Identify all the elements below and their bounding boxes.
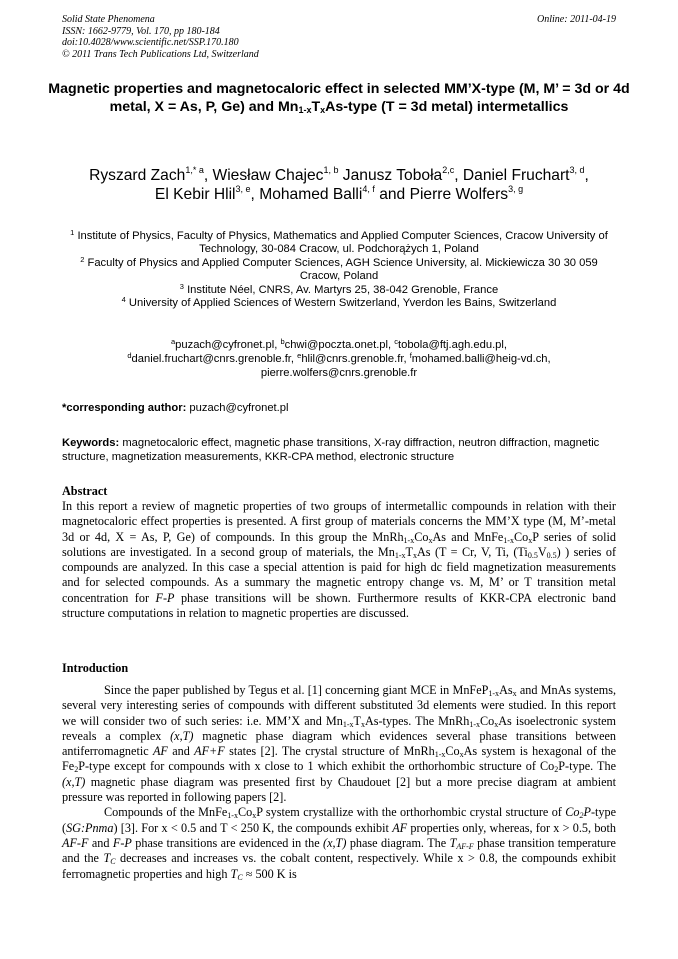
author: Pierre Wolfers [409, 186, 509, 203]
email-link[interactable]: tobola@ftj.agh.edu.pl, [397, 339, 507, 351]
affiliation: $^1$ Institute of Physics, Faculty of Physics, Mathematics and Applied Computer Sciences, Cracow University of Technology, 30-084 Cracow, ul. Podchorążych 1, Poland [70, 228, 608, 256]
email-link[interactable]: daniel.fruchart@cnrs.grenoble.fr [131, 353, 291, 365]
affiliation-list [60, 230, 618, 310]
author: Wiesław Chajec [212, 167, 324, 184]
author: Daniel Fruchart [462, 167, 570, 184]
email-link[interactable]: chwi@poczta.onet.pl [284, 339, 389, 351]
paragraph: Compounds of the $MnFe_{1-x}Co_xP$ system crystallize with the orthorhombic crystal structure of $Co_2P$-type (SG:Pnma) [3]. For x < 0.5 and T < 250 K, the compounds exhibit AF properties only, whereas, for x > 0.5, both AF-F and F-P phase transitions are evidenced in the (x,T) phase diagram. The $T_{AF-F}$ phase transition temperature and the $T_C$ decreases and increases vs. the cobalt content, respectively. While x > 0.8, the compounds exhibit ferromagnetic properties and high $T_C \approx 500$ K is [62, 805, 617, 882]
introduction-heading: Introduction [62, 661, 129, 675]
author: Janusz Toboła [342, 167, 443, 184]
affiliation: $^4$ University of Applied Sciences of Western Switzerland, Yverdon les Bains, Switzerland [121, 295, 557, 310]
author-list: Ryszard Zach$^{1,* a}$, Wiesław Chajec$^{1, b}$ Janusz Toboła$^{2,c}$, Daniel Fruchart$^{3, d}$, El Kebir Hlil$^{3, e}$, Mohamed Balli$^{4, f}$ and Pierre Wolfers$^{3, g}$ [89, 165, 589, 203]
corresponding-email[interactable]: puzach@cyfronet.pl [189, 402, 289, 414]
author: Ryszard Zach [89, 167, 186, 184]
corresponding-author: *corresponding author: puzach@cyfronet.pl [62, 402, 289, 414]
keywords-label: Keywords: [62, 437, 120, 449]
affiliation: $^2$ Faculty of Physics and Applied Computer Sciences, AGH Science University, al. Mickiewicza 30 30 059 Cracow, Poland [80, 254, 598, 283]
author-affiliation-mark: 4, f [362, 184, 375, 194]
introduction-body [62, 683, 616, 882]
author-affiliation-mark: 1, b [323, 165, 339, 175]
journal-name: Solid State Phenomena [62, 14, 155, 25]
paragraph: Since the paper published by Tegus et al. [1] concerning giant MCE in $MnFeP_{1-x}As_x$ and MnAs systems, several very interesting series of compounds with different substituted 3d elements were studied. In this report we will consider two of such series: i.e. MM’X and $Mn_{1-x}T_xAs$-types. The $MnRh_{1-x}Co_xAs$ isoelectronic system reveals a complex (x,T) magnetic phase diagram which evidences several phase transitions between antiferromagnetic AF and AF+F states [2]. The crystal structure of $MnRh_{1-x}Co_xAs$ system is hexagonal of the $Fe_2P$-type except for compounds with x close to 1 which exhibit the orthorhombic structure of $Co_2P$-type. The (x,T) magnetic phase diagram was presented first by Chaudouet [2] but a more precise diagram at ambient pressure was reported in following papers [2]. [62, 683, 616, 805]
email-link[interactable]: mohamed.balli@heig-vd.ch, [411, 353, 551, 365]
author-affiliation-mark: 3, g [508, 184, 524, 194]
keywords-block [62, 436, 618, 464]
author: El Kebir Hlil [154, 186, 236, 203]
author-affiliation-mark: 2,c [442, 165, 455, 175]
issn-line: ISSN: 1662-9779, Vol. 170, pp 180-184 [62, 25, 220, 37]
copyright-line: © 2011 Trans Tech Publications Ltd, Switzerland [62, 48, 259, 60]
doi-link[interactable]: doi:10.4028/www.scientific.net/SSP.170.180 [62, 37, 239, 48]
abstract-heading: Abstract [62, 484, 108, 498]
journal-header [62, 14, 259, 60]
online-date: Online: 2011-04-19 [537, 14, 616, 25]
abstract-body: In this report a review of magnetic properties of two groups of intermetallic compounds in relation with their magnetocaloric effect properties is presented. A first group of materials concerns the MM’X type (M, M’-metal 3d or 4d, X = As, P, Ge) of compounds. In this group the $MnRh_{1-x}Co_xAs$ and $MnFe_{1-x}Co_xP$ series of solid solutions are investigated. In a second group of materials, the $Mn_{1-x}T_xAs$ (T = Cr, V, Ti, $(Ti_{0.5}V_{0.5})$ ) series of compounds are analyzed. In this case a special attention is paid for high dc field magnetization measurements and for selected compounds. As a summary the magnetic entropy change vs. M, M’ or T transition metal concentration for F-P phase transitions will be shown. Furthermore results of KKR-CPA electronic band structure computations in relation to magnetic properties are discussed. [62, 499, 616, 621]
email-list: $^a$puzach@cyfronet.pl, $^b$chwi@poczta.onet.pl, $^c$tobola@ftj.agh.edu.pl, $^d$daniel.fruchart@cnrs.grenoble.fr, $^e$hlil@cnrs.grenoble.fr, $^f$mohamed.balli@heig-vd.ch, pierre.wolfers@cnrs.grenoble.fr [127, 337, 551, 379]
author: Mohamed Balli [259, 186, 363, 203]
author-affiliation-mark: 1,* a [185, 165, 204, 175]
keywords-text: magnetocaloric effect, magnetic phase transitions, X-ray diffraction, neutron diffraction, magnetic structure, magnetization measurements, KKR-CPA method, electronic structure [62, 437, 600, 463]
paper-title: Magnetic properties and magnetocaloric effect in selected MM’X-type (M, M’ = 3d or 4d metal, X = As, P, Ge) and $Mn_{1-x}T_xAs$-type (T = 3d metal) intermetallics [48, 81, 630, 115]
email-link[interactable]: pierre.wolfers@cnrs.grenoble.fr [260, 367, 418, 379]
email-link[interactable]: hlil@cnrs.grenoble.fr [301, 353, 404, 365]
affiliation: $^3$ Institute Néel, CNRS, Av. Martyrs 25, 38-042 Grenoble, France [179, 281, 499, 296]
email-link[interactable]: puzach@cyfronet.pl [175, 339, 275, 351]
author-affiliation-mark: 3, d [569, 165, 585, 175]
author-affiliation-mark: 3, e [235, 184, 251, 194]
